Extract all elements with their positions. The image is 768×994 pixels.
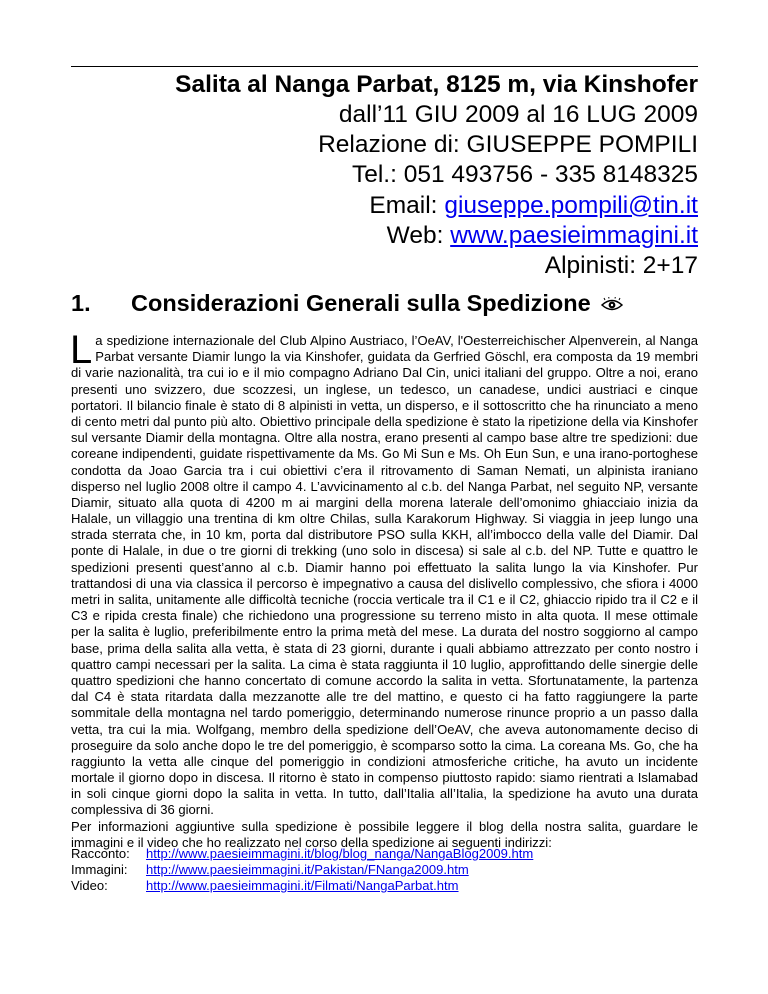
expedition-dates: dall’11 GIU 2009 al 16 LUG 2009 <box>338 101 698 128</box>
paragraph-2: Per informazioni aggiuntive sulla spedizione è possibile leggere il blog della nostra salita, guardare le immagini e il video che ho realizzato nel corso della spedizione ai seguenti indirizzi: <box>71 818 698 850</box>
section-body <box>70 328 698 851</box>
link-label: Immagini: <box>71 862 128 877</box>
link-immagini[interactable]: http://www.paesieimmagini.it/Pakistan/FNanga2009.htm <box>146 862 469 877</box>
document-header <box>71 70 698 281</box>
links-list <box>71 846 698 894</box>
header-rule <box>71 66 698 67</box>
section-heading <box>71 288 698 318</box>
link-row-video <box>71 878 698 894</box>
link-racconto[interactable]: http://www.paesieimmagini.it/blog/blog_nanga/NangaBlog2009.htm <box>146 846 534 861</box>
email-link[interactable]: giuseppe.pompili@tin.it <box>444 191 698 219</box>
drop-cap: L <box>70 328 93 372</box>
climbers-count: Alpinisti: 2+17 <box>544 252 698 280</box>
document-title: Salita al Nanga Parbat, 8125 m, via Kinshofer <box>175 71 698 98</box>
web-line <box>71 221 698 251</box>
email-label: Email: <box>369 191 445 219</box>
paragraph-1 <box>70 328 698 819</box>
section-title: Considerazioni Generali sulla Spedizione <box>131 290 591 316</box>
section-number: 1. <box>71 290 91 316</box>
email-line <box>71 191 698 221</box>
link-row-racconto <box>71 846 698 862</box>
web-label: Web: <box>386 221 451 249</box>
link-video[interactable]: http://www.paesieimmagini.it/Filmati/NangaParbat.htm <box>146 878 459 893</box>
report-author: Relazione di: GIUSEPPE POMPILI <box>318 131 698 159</box>
eye-icon <box>601 290 623 320</box>
section-title-wrap <box>131 288 623 320</box>
link-label: Video: <box>71 878 108 893</box>
link-label: Racconto: <box>71 846 130 861</box>
web-link[interactable]: www.paesieimmagini.it <box>450 221 698 249</box>
phone-numbers: Tel.: 051 493756 - 335 8148325 <box>351 161 698 189</box>
link-row-immagini <box>71 862 698 878</box>
paragraph-1-text: a spedizione internazionale del Club Alpino Austriaco, l’OeAV, l'Oesterreichischer Alpenverein, al Nanga Parbat versante Diamir lungo la via Kinshofer, guidata da Gerfried Göschl, era composta da 19 membri di varie nazionalità, tra cui io e il mio compagno Adriano Dal Cin, unici italiani del gruppo. Oltre a noi, erano presenti uno svizzero, due scozzesi, un inglese, un tedesco, un canadese, undici austriaci e cinque portatori. Il bilancio finale è stato di 8 alpinisti in vetta, un disperso, e il sottoscritto che ha rinunciato a meno di cento metri dal punto più alto. Obiettivo principale della spedizione è stato la ripetizione della via Kinshofer sul versante Diamir della montagna. Oltre alla nostra, erano presenti al campo base altre tre spedizioni: due coreane indipendenti, guidate rispettivamente da Ms. Go Mi Sun e Ms. Oh Eun Sun, e una irano-portoghese condotta da Joao Garcia tra i cui obiettivi c’era il ritrovamento di Saman Nemati, un alpinista iraniano disperso nel luglio 2008 oltre il campo 4. L’avvicinamento al c.b. del Nanga Parbat, nel seguito NP, versante Diamir, situato alla quota di 4200 m ai margini della morena laterale dell’omonimo ghiacciaio inizia da Halale, un villaggio una trentina di km oltre Chilas, sulla Karakorum Highway. Si viaggia in jeep lungo una strada sterrata che, in 10 km, porta dal distributore PSO sulla KKH, all’imbocco della valle del Diamir. Dal ponte di Halale, in due o tre giorni di trekking (uno solo in discesa) si sale al c.b. del NP. Tutte e quattro le spedizioni presenti quest’anno al c.b. Diamir hanno poi effettuato la salita lungo la via Kinshofer. Pur trattandosi di una via classica il percorso è impegnativo a causa del dislivello complessivo, che sfiora i 4000 metri in salita, unitamente alle difficoltà tecniche (roccia verticale tra il C1 e il C2, ghiaccio ripido tra il C2 e il C3 e ripida cresta finale) che richiedono una progressione su terreno misto in alta quota. Il mese ottimale per la salita è luglio, preferibilmente entro la prima metà del mese. La durata del nostro soggiorno al campo base, prima della salita alla vetta, è stata di 23 giorni, durante i quali abbiamo attrezzato per conto nostro i quattro campi necessari per la salita. La cima è stata raggiunta il 10 luglio, approfittando delle sinergie delle quattro spedizioni che hanno concertato di comune accordo la salita in vetta. Sfortunatamente, la partenza dal C4 è stata ritardata dalla mezzanotte alle tre del mattino, e questo ci ha fatto raggiungere la parte sommitale della montagna nel tardo pomeriggio, determinando numerose rinunce proprio a un passo dalla vetta, tra cui la mia. Wolfgang, membro della spedizione dell’OeAV, che aveva autonomamente deciso di proseguire da solo anche dopo le tre del pomeriggio, è scomparso sotto la cima. La coreana Ms. Go, che ha raggiunto la vetta alle cinque del pomeriggio in condizioni atmosferiche critiche, ha avuto un incidente mortale il giorno dopo in discesa. Il ritorno è stato in compenso piuttosto rapido: siamo rientrati a Islamabad in soli cinque giorni dopo la salita in vetta. In tutto, dall’Italia all’Italia, la spedizione ha avuto una durata complessiva di 36 giorni. <box>71 333 698 818</box>
